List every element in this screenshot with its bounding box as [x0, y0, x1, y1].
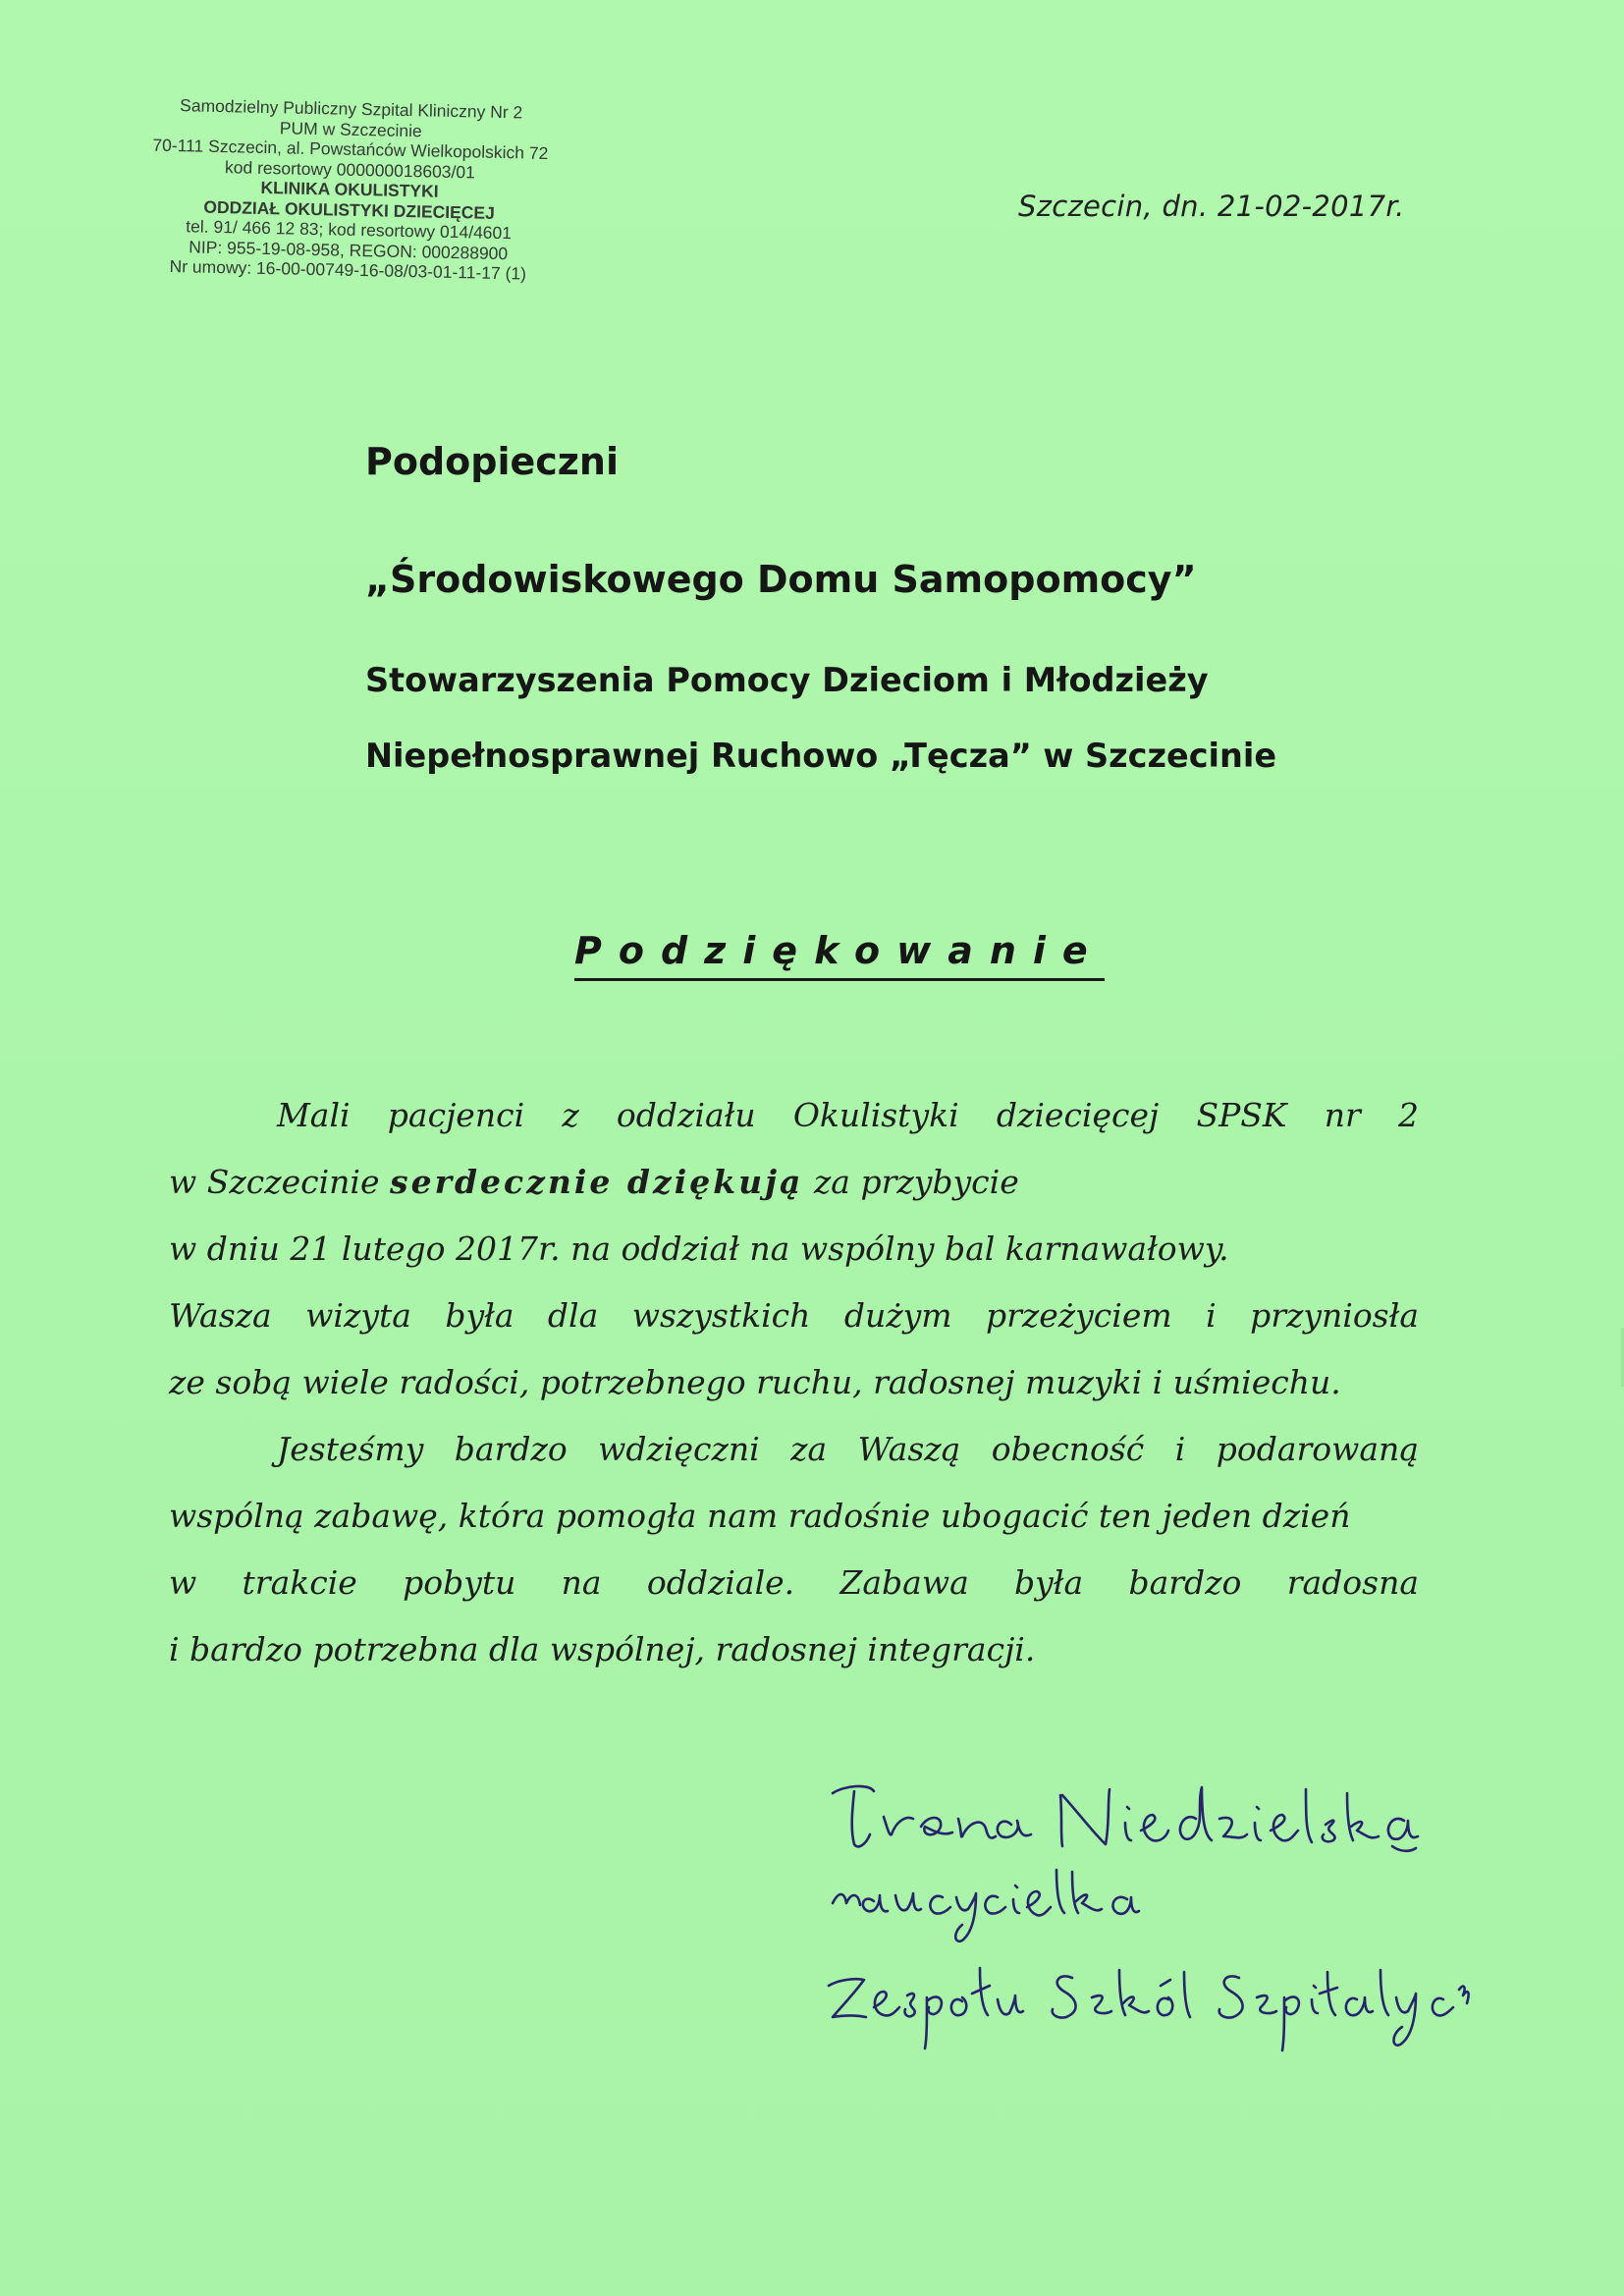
- body-word: Szczecinie: [206, 1163, 380, 1201]
- handwritten-signature: [815, 1776, 1522, 2070]
- letter-body: [169, 1082, 1419, 1683]
- stamp-line: NIP: 955-19-08-958, REGON: 000288900: [189, 236, 509, 263]
- stamp-line: Nr umowy: 16-00-00749-16-08/03-01-11-17 (1): [169, 255, 527, 284]
- body-line: Wasza wizyta była dla wszystkich dużym przeżyciem i przyniosła: [169, 1296, 1419, 1335]
- body-line: w dniu 21 lutego 2017r. na oddział na wspólny bal karnawałowy.: [169, 1230, 1229, 1268]
- recipient-line: Niepełnosprawnej Ruchowo „Tęcza” w Szczecinie: [365, 737, 1277, 775]
- body-line: [169, 1149, 1419, 1216]
- body-line: ze sobą wiele radości, potrzebnego ruchu, radosnej muzyki i uśmiechu.: [169, 1363, 1341, 1401]
- letter-title: Podziękowanie: [574, 929, 1105, 981]
- body-line: w trakcie pobytu na oddziale. Zabawa była bardzo radosna: [169, 1563, 1419, 1602]
- recipient-line: Podopieczni: [365, 440, 619, 483]
- body-word: za: [813, 1163, 850, 1201]
- stamp-line: KLINIKA OKULISTYKI: [260, 177, 439, 201]
- body-word: przybycie: [860, 1163, 1019, 1201]
- stamp-line: kod resortowy 000000018603/01: [224, 156, 476, 182]
- body-line: wspólną zabawę, która pomogła nam radośnie ubogacić ten jeden dzień: [169, 1497, 1351, 1535]
- stamp-line: PUM w Szczecinie: [279, 117, 422, 140]
- body-emphasis: serdecznie dziękują: [390, 1163, 804, 1201]
- stamp-line: Samodzielny Publiczny Szpital Kliniczny Nr 2: [179, 95, 523, 123]
- hospital-stamp: [122, 94, 577, 285]
- body-word: w: [169, 1163, 197, 1201]
- letter-date: Szczecin, dn. 21-02-2017r.: [1018, 190, 1405, 223]
- recipient-line: Stowarzyszenia Pomocy Dzieciom i Młodzieży: [365, 661, 1209, 699]
- stamp-line: ODDZIAŁ OKULISTYKI DZIECIĘCEJ: [203, 196, 496, 223]
- signature-drawing: [815, 1776, 1522, 2070]
- recipient-line: „Środowiskowego Domu Samopomocy”: [365, 558, 1197, 601]
- body-line: Mali pacjenci z oddziału Okulistyki dziecięcej SPSK nr 2: [277, 1096, 1419, 1134]
- stamp-line: 70-111 Szczecin, al. Powstańców Wielkopolskich 72: [152, 135, 549, 164]
- stamp-line: tel. 91/ 466 12 83; kod resortowy 014/4601: [186, 216, 513, 244]
- body-line: i bardzo potrzebna dla wspólnej, radosnej integracji.: [169, 1630, 1036, 1668]
- body-line: Jesteśmy bardzo wdzięczni za Waszą obecność i podarowaną: [277, 1430, 1419, 1468]
